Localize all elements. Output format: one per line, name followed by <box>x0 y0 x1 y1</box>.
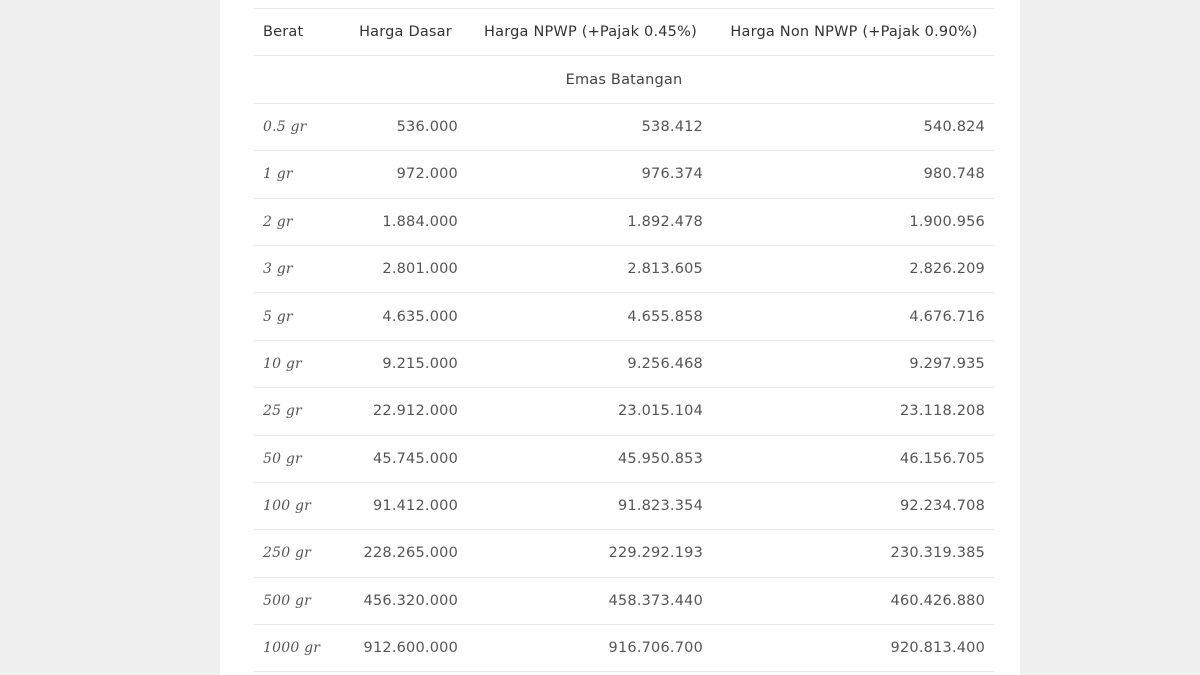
table-row <box>253 151 995 198</box>
cell-base-price: 912.600.000 <box>363 640 458 657</box>
table-row <box>253 625 995 672</box>
table-row <box>253 530 995 577</box>
table-row <box>253 245 995 292</box>
cell-base-price: 536.000 <box>396 118 458 135</box>
section-title: Emas Batangan <box>565 71 683 88</box>
cell-weight: 3 gr <box>263 261 293 278</box>
cell-non-npwp-price: 460.426.880 <box>890 592 985 609</box>
cell-non-npwp-price: 23.118.208 <box>899 403 985 420</box>
cell-npwp-price: 976.374 <box>641 166 703 183</box>
table-row <box>253 482 995 529</box>
table-row <box>253 198 995 245</box>
header-non-npwp-price: Harga Non NPWP (+Pajak 0.90%) <box>730 24 978 41</box>
cell-non-npwp-price: 2.826.209 <box>909 261 985 278</box>
cell-base-price: 91.412.000 <box>372 498 458 515</box>
cell-non-npwp-price: 1.900.956 <box>909 213 985 230</box>
cell-base-price: 1.884.000 <box>382 213 458 230</box>
cell-weight: 100 gr <box>263 498 312 515</box>
cell-non-npwp-price: 230.319.385 <box>890 545 985 562</box>
cell-weight: 250 gr <box>263 545 312 562</box>
content-panel <box>220 0 1020 675</box>
cell-weight: 2 gr <box>263 213 293 230</box>
cell-npwp-price: 45.950.853 <box>617 450 703 467</box>
section-row <box>253 56 995 103</box>
cell-npwp-price: 1.892.478 <box>627 213 703 230</box>
cell-base-price: 972.000 <box>396 166 458 183</box>
cell-non-npwp-price: 46.156.705 <box>899 450 985 467</box>
table-body <box>253 56 995 672</box>
gold-price-table <box>253 8 995 672</box>
cell-base-price: 4.635.000 <box>382 308 458 325</box>
cell-npwp-price: 2.813.605 <box>627 261 703 278</box>
table-row <box>253 388 995 435</box>
cell-weight: 0.5 gr <box>263 118 307 135</box>
cell-npwp-price: 229.292.193 <box>608 545 703 562</box>
cell-non-npwp-price: 540.824 <box>923 118 985 135</box>
cell-non-npwp-price: 9.297.935 <box>909 355 985 372</box>
header-base-price: Harga Dasar <box>359 24 452 41</box>
cell-base-price: 9.215.000 <box>382 355 458 372</box>
cell-base-price: 228.265.000 <box>363 545 458 562</box>
cell-weight: 50 gr <box>263 450 302 467</box>
cell-npwp-price: 916.706.700 <box>608 640 703 657</box>
cell-weight: 1000 gr <box>263 640 321 657</box>
cell-weight: 25 gr <box>263 403 302 420</box>
cell-non-npwp-price: 92.234.708 <box>899 498 985 515</box>
cell-weight: 10 gr <box>263 355 302 372</box>
cell-npwp-price: 91.823.354 <box>617 498 703 515</box>
cell-base-price: 22.912.000 <box>372 403 458 420</box>
cell-npwp-price: 9.256.468 <box>627 355 703 372</box>
table-row <box>253 435 995 482</box>
table-header-row <box>253 9 995 56</box>
cell-npwp-price: 458.373.440 <box>608 592 703 609</box>
header-weight: Berat <box>263 24 304 41</box>
table-row <box>253 293 995 340</box>
header-npwp-price: Harga NPWP (+Pajak 0.45%) <box>484 24 697 41</box>
cell-base-price: 45.745.000 <box>372 450 458 467</box>
cell-npwp-price: 4.655.858 <box>627 308 703 325</box>
table-row <box>253 103 995 150</box>
cell-weight: 500 gr <box>263 592 312 609</box>
cell-weight: 5 gr <box>263 308 293 325</box>
table-row <box>253 577 995 624</box>
cell-non-npwp-price: 980.748 <box>923 166 985 183</box>
cell-npwp-price: 23.015.104 <box>617 403 703 420</box>
cell-base-price: 456.320.000 <box>363 592 458 609</box>
cell-base-price: 2.801.000 <box>382 261 458 278</box>
cell-non-npwp-price: 4.676.716 <box>909 308 985 325</box>
cell-non-npwp-price: 920.813.400 <box>890 640 985 657</box>
table-row <box>253 340 995 387</box>
cell-npwp-price: 538.412 <box>641 118 703 135</box>
cell-weight: 1 gr <box>263 166 293 183</box>
